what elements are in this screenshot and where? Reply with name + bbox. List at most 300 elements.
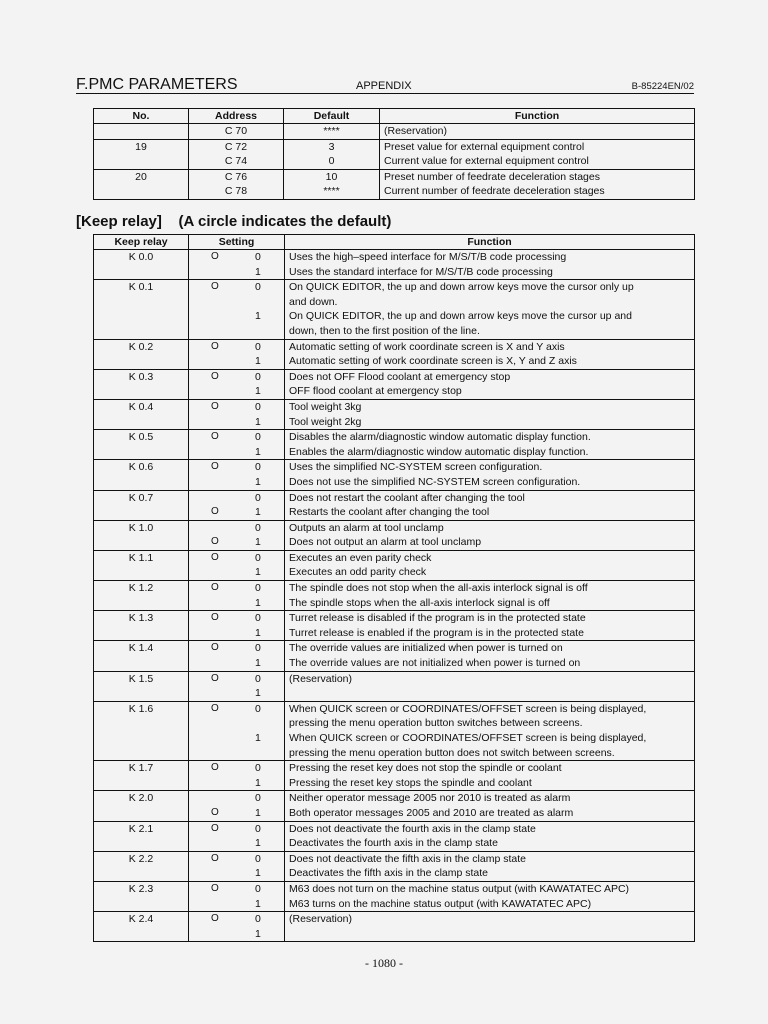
keep-relay-setting <box>189 415 285 430</box>
keep-relay-setting <box>189 656 285 671</box>
default-circle-icon: O <box>211 582 219 594</box>
counter-no: 19 <box>94 139 189 154</box>
counter-table-header <box>94 109 695 124</box>
keep-relay-name: K 0.0 <box>94 250 189 265</box>
setting-value: 1 <box>255 596 261 609</box>
setting-value: 1 <box>255 265 261 278</box>
keep-relay-row <box>94 384 695 399</box>
setting-cell <box>189 852 284 867</box>
counter-row <box>94 154 695 169</box>
function-line: Uses the high–speed interface for M/S/T/B code processing <box>289 251 567 263</box>
keep-relay-setting <box>189 430 285 445</box>
keep-relay-function <box>285 415 695 430</box>
counter-row <box>94 169 695 184</box>
keep-relay-name <box>94 927 189 942</box>
keep-relay-function <box>285 520 695 535</box>
keep-relay-setting <box>189 912 285 927</box>
keep-relay-name: K 2.1 <box>94 821 189 836</box>
function-line-empty <box>289 927 692 942</box>
default-circle-icon: O <box>211 400 219 412</box>
keep-relay-name <box>94 565 189 580</box>
column-header-default: Default <box>284 109 380 124</box>
setting-value: 1 <box>255 355 261 368</box>
setting-value: 0 <box>255 461 261 474</box>
setting-value: 1 <box>255 687 261 700</box>
keep-relay-function <box>285 250 695 265</box>
keep-relay-function <box>285 445 695 460</box>
keep-relay-function <box>285 399 695 414</box>
keep-relay-table-body <box>94 250 695 942</box>
keep-relay-setting <box>189 866 285 881</box>
function-line: Pressing the reset key does not stop the spindle or coolant <box>289 762 562 775</box>
setting-cell <box>189 475 284 490</box>
function-line: The spindle stops when the all-axis interlock signal is off <box>289 596 550 609</box>
setting-value: 1 <box>255 867 261 880</box>
counter-parameter-table <box>93 108 695 200</box>
setting-value: 0 <box>255 340 261 353</box>
keep-relay-function <box>285 280 695 310</box>
setting-value: 0 <box>255 822 261 835</box>
setting-cell <box>189 491 284 506</box>
keep-relay-row <box>94 701 695 731</box>
keep-relay-function <box>285 881 695 896</box>
setting-value: 0 <box>255 642 261 655</box>
counter-function: Preset value for external equipment control <box>380 139 695 154</box>
keep-relay-row <box>94 460 695 475</box>
keep-relay-row <box>94 265 695 280</box>
function-line: OFF flood coolant at emergency stop <box>289 385 462 398</box>
keep-relay-setting <box>189 641 285 656</box>
column-header-setting: Setting <box>189 235 285 250</box>
header-rule <box>76 93 694 94</box>
setting-cell <box>189 430 284 445</box>
setting-cell <box>189 505 284 520</box>
setting-cell <box>189 400 284 415</box>
setting-cell <box>189 581 284 596</box>
counter-default: **** <box>284 124 380 140</box>
default-circle-icon: O <box>211 251 219 262</box>
counter-function: (Reservation) <box>380 124 695 140</box>
function-line: Executes an even parity check <box>289 551 432 564</box>
keep-relay-name <box>94 535 189 550</box>
default-circle-icon: O <box>211 672 219 684</box>
setting-value: 0 <box>255 913 261 926</box>
keep-relay-subtitle: (A circle indicates the default) <box>178 213 392 230</box>
function-line: Does not OFF Flood coolant at emergency stop <box>289 370 511 383</box>
keep-relay-row <box>94 415 695 430</box>
keep-relay-name <box>94 776 189 791</box>
counter-address: C 72 <box>189 139 284 154</box>
keep-relay-setting <box>189 399 285 414</box>
default-circle-icon: O <box>211 913 219 925</box>
keep-relay-row <box>94 550 695 565</box>
keep-relay-function <box>285 369 695 384</box>
keep-relay-setting <box>189 354 285 369</box>
keep-relay-row <box>94 596 695 611</box>
setting-value: 0 <box>255 702 261 715</box>
setting-value: 0 <box>255 251 261 263</box>
counter-address: C 78 <box>189 184 284 199</box>
keep-relay-function <box>285 265 695 280</box>
keep-relay-function <box>285 384 695 399</box>
setting-value: 0 <box>255 762 261 775</box>
function-line: Uses the standard interface for M/S/T/B code processing <box>289 265 553 278</box>
counter-no <box>94 124 189 140</box>
setting-cell <box>189 384 284 399</box>
keep-relay-name: K 2.3 <box>94 881 189 896</box>
column-header-no: No. <box>94 109 189 124</box>
setting-value: 1 <box>255 806 261 819</box>
keep-relay-function <box>285 701 695 731</box>
keep-relay-function <box>285 836 695 851</box>
column-header-keep-relay: Keep relay <box>94 235 189 250</box>
keep-relay-setting <box>189 280 285 310</box>
keep-relay-name <box>94 475 189 490</box>
default-circle-icon: O <box>211 642 219 654</box>
keep-relay-setting <box>189 369 285 384</box>
keep-relay-heading <box>76 213 391 230</box>
keep-relay-table-header <box>94 235 695 250</box>
function-line: M63 does not turn on the machine status output (with KAWATATEC APC) <box>289 882 630 895</box>
function-line: On QUICK EDITOR, the up and down arrow keys move the cursor only up <box>289 281 634 294</box>
keep-relay-setting <box>189 821 285 836</box>
setting-value: 0 <box>255 792 261 805</box>
function-line: Uses the simplified NC-SYSTEM screen configuration. <box>289 461 543 474</box>
setting-cell <box>189 836 284 851</box>
setting-cell <box>189 806 284 821</box>
setting-value: 1 <box>255 415 261 428</box>
keep-relay-row <box>94 475 695 490</box>
keep-relay-function <box>285 897 695 912</box>
setting-cell <box>189 731 284 746</box>
keep-relay-name <box>94 806 189 821</box>
setting-cell <box>189 866 284 881</box>
keep-relay-row <box>94 686 695 701</box>
keep-relay-row <box>94 656 695 671</box>
function-line: When QUICK screen or COORDINATES/OFFSET screen is being displayed, <box>289 732 647 744</box>
function-line: Automatic setting of work coordinate screen is X and Y axis <box>289 340 565 353</box>
keep-relay-row <box>94 806 695 821</box>
keep-relay-setting <box>189 897 285 912</box>
keep-relay-setting <box>189 851 285 866</box>
keep-relay-setting <box>189 265 285 280</box>
setting-value: 1 <box>255 566 261 579</box>
keep-relay-row <box>94 430 695 445</box>
column-header-function: Function <box>285 235 695 250</box>
page-number: - 1080 - <box>365 956 403 970</box>
keep-relay-function <box>285 550 695 565</box>
function-line: Does not output an alarm at tool unclamp <box>289 536 482 549</box>
keep-relay-function <box>285 430 695 445</box>
setting-cell <box>189 882 284 897</box>
keep-relay-setting <box>189 535 285 550</box>
counter-row <box>94 124 695 140</box>
counter-address: C 74 <box>189 154 284 169</box>
keep-relay-setting <box>189 671 285 686</box>
function-line: When QUICK screen or COORDINATES/OFFSET screen is being displayed, <box>289 702 647 715</box>
keep-relay-setting <box>189 686 285 701</box>
column-header-function: Function <box>380 109 695 124</box>
setting-cell <box>189 521 284 536</box>
counter-no <box>94 184 189 199</box>
setting-value: 0 <box>255 551 261 564</box>
keep-relay-row <box>94 851 695 866</box>
setting-value: 1 <box>255 310 261 323</box>
keep-relay-name <box>94 415 189 430</box>
setting-value: 0 <box>255 612 261 625</box>
keep-relay-row <box>94 309 695 339</box>
counter-function: Current number of feedrate deceleration stages <box>380 184 695 199</box>
keep-relay-function <box>285 866 695 881</box>
keep-relay-name: K 0.2 <box>94 339 189 354</box>
function-line: Outputs an alarm at tool unclamp <box>289 521 444 534</box>
counter-address: C 76 <box>189 169 284 184</box>
keep-relay-name <box>94 686 189 701</box>
function-line: Deactivates the fourth axis in the clamp state <box>289 837 498 850</box>
keep-relay-function <box>285 656 695 671</box>
counter-table-body <box>94 124 695 200</box>
setting-cell <box>189 565 284 580</box>
keep-relay-row <box>94 565 695 580</box>
function-line: Deactivates the fifth axis in the clamp state <box>289 867 489 880</box>
keep-relay-setting <box>189 806 285 821</box>
keep-relay-name: K 1.1 <box>94 550 189 565</box>
default-circle-icon: O <box>211 762 219 774</box>
keep-relay-function <box>285 641 695 656</box>
keep-relay-row <box>94 626 695 641</box>
setting-cell <box>189 672 284 687</box>
function-line: On QUICK EDITOR, the up and down arrow keys move the cursor up and <box>289 310 632 323</box>
keep-relay-name <box>94 445 189 460</box>
keep-relay-setting <box>189 445 285 460</box>
keep-relay-row <box>94 866 695 881</box>
setting-cell <box>189 265 284 280</box>
setting-cell <box>189 912 284 927</box>
keep-relay-name <box>94 866 189 881</box>
default-circle-icon: O <box>211 822 219 834</box>
keep-relay-function <box>285 354 695 369</box>
keep-relay-name <box>94 384 189 399</box>
setting-cell <box>189 535 284 550</box>
function-line: Does not restart the coolant after changing the tool <box>289 491 525 504</box>
setting-value: 0 <box>255 852 261 865</box>
function-line: pressing the menu operation button switches between screens. <box>289 717 583 730</box>
keep-relay-name <box>94 897 189 912</box>
keep-relay-row <box>94 339 695 354</box>
function-line: and down. <box>289 295 338 308</box>
setting-cell <box>189 460 284 475</box>
setting-cell <box>189 776 284 791</box>
keep-relay-function <box>285 806 695 821</box>
setting-value: 0 <box>255 521 261 534</box>
default-circle-icon: O <box>211 370 219 382</box>
keep-relay-function <box>285 581 695 596</box>
keep-relay-setting <box>189 701 285 731</box>
function-line: (Reservation) <box>289 913 353 926</box>
keep-relay-name: K 0.1 <box>94 280 189 310</box>
keep-relay-row <box>94 581 695 596</box>
keep-relay-name: K 1.5 <box>94 671 189 686</box>
function-line: Does not use the simplified NC-SYSTEM screen configuration. <box>289 475 581 488</box>
keep-relay-setting <box>189 460 285 475</box>
setting-value: 1 <box>255 536 261 549</box>
keep-relay-row <box>94 912 695 927</box>
keep-relay-function <box>285 927 695 942</box>
keep-relay-setting <box>189 520 285 535</box>
keep-relay-row <box>94 791 695 806</box>
keep-relay-name <box>94 505 189 520</box>
keep-relay-name: K 1.2 <box>94 581 189 596</box>
keep-relay-title: [Keep relay] <box>76 213 162 230</box>
keep-relay-name: K 2.0 <box>94 791 189 806</box>
setting-cell <box>189 354 284 369</box>
setting-value: 1 <box>255 657 261 670</box>
keep-relay-name: K 2.2 <box>94 851 189 866</box>
default-circle-icon: O <box>211 551 219 563</box>
keep-relay-setting <box>189 475 285 490</box>
keep-relay-row <box>94 490 695 505</box>
function-line: (Reservation) <box>289 672 353 685</box>
keep-relay-function <box>285 912 695 927</box>
setting-cell <box>189 626 284 641</box>
function-line: Restarts the coolant after changing the tool <box>289 506 490 519</box>
keep-relay-row <box>94 641 695 656</box>
keep-relay-function <box>285 505 695 520</box>
setting-cell <box>189 761 284 776</box>
default-circle-icon: O <box>211 702 219 714</box>
counter-row <box>94 184 695 199</box>
keep-relay-function <box>285 626 695 641</box>
keep-relay-setting <box>189 581 285 596</box>
keep-relay-function <box>285 490 695 505</box>
keep-relay-setting <box>189 505 285 520</box>
default-circle-icon: O <box>211 882 219 894</box>
keep-relay-row <box>94 927 695 942</box>
keep-relay-function <box>285 761 695 776</box>
counter-default: **** <box>284 184 380 199</box>
keep-relay-name: K 2.4 <box>94 912 189 927</box>
keep-relay-name: K 0.3 <box>94 369 189 384</box>
setting-cell <box>189 250 284 265</box>
keep-relay-setting <box>189 611 285 626</box>
keep-relay-setting <box>189 836 285 851</box>
keep-relay-setting <box>189 309 285 339</box>
function-line: The override values are not initialized when power is turned on <box>289 657 581 670</box>
setting-cell <box>189 791 284 806</box>
function-line: down, then to the first position of the line. <box>289 324 480 337</box>
setting-value: 1 <box>255 506 261 519</box>
default-circle-icon: O <box>211 340 219 352</box>
keep-relay-setting <box>189 490 285 505</box>
keep-relay-name: K 0.6 <box>94 460 189 475</box>
keep-relay-table <box>93 234 695 942</box>
keep-relay-row <box>94 505 695 520</box>
setting-cell <box>189 596 284 611</box>
function-line: The override values are initialized when power is turned on <box>289 642 563 655</box>
keep-relay-setting <box>189 731 285 761</box>
counter-default: 3 <box>284 139 380 154</box>
setting-value: 0 <box>255 582 261 595</box>
setting-value: 0 <box>255 431 261 444</box>
keep-relay-name <box>94 265 189 280</box>
default-circle-icon: O <box>211 281 219 293</box>
function-line: Both operator messages 2005 and 2010 are treated as alarm <box>289 806 574 819</box>
function-line: Tool weight 2kg <box>289 415 362 428</box>
keep-relay-function <box>285 460 695 475</box>
keep-relay-function <box>285 535 695 550</box>
setting-value: 0 <box>255 370 261 383</box>
keep-relay-function <box>285 851 695 866</box>
keep-relay-function <box>285 671 695 686</box>
keep-relay-function <box>285 821 695 836</box>
keep-relay-name: K 1.6 <box>94 701 189 731</box>
keep-relay-row <box>94 445 695 460</box>
setting-value: 1 <box>255 776 261 789</box>
keep-relay-row <box>94 535 695 550</box>
setting-value: 1 <box>255 445 261 458</box>
keep-relay-setting <box>189 596 285 611</box>
setting-value: 1 <box>255 927 261 940</box>
counter-no <box>94 154 189 169</box>
default-circle-icon: O <box>211 461 219 473</box>
function-line: The spindle does not stop when the all-axis interlock signal is off <box>289 582 588 595</box>
counter-address: C 70 <box>189 124 284 140</box>
keep-relay-setting <box>189 791 285 806</box>
keep-relay-name <box>94 731 189 761</box>
keep-relay-name <box>94 626 189 641</box>
function-line: pressing the menu operation button does not switch between screens. <box>289 746 615 759</box>
keep-relay-name: K 1.4 <box>94 641 189 656</box>
keep-relay-setting <box>189 776 285 791</box>
keep-relay-row <box>94 354 695 369</box>
function-line: Does not deactivate the fifth axis in the clamp state <box>289 852 526 865</box>
function-line: Turret release is enabled if the program is in the protected state <box>289 626 584 639</box>
column-header-address: Address <box>189 109 284 124</box>
keep-relay-name: K 0.4 <box>94 399 189 414</box>
page-header <box>76 76 694 94</box>
function-line: M63 turns on the machine status output (with KAWATATEC APC) <box>289 897 592 910</box>
keep-relay-function <box>285 686 695 701</box>
default-circle-icon: O <box>211 431 219 443</box>
setting-cell <box>189 370 284 385</box>
keep-relay-setting <box>189 384 285 399</box>
counter-row <box>94 139 695 154</box>
function-line: Does not deactivate the fourth axis in the clamp state <box>289 822 536 835</box>
keep-relay-name <box>94 836 189 851</box>
keep-relay-setting <box>189 761 285 776</box>
setting-cell <box>189 309 284 324</box>
keep-relay-setting <box>189 250 285 265</box>
setting-value: 0 <box>255 491 261 504</box>
keep-relay-setting <box>189 626 285 641</box>
setting-cell <box>189 656 284 671</box>
keep-relay-name: K 1.3 <box>94 611 189 626</box>
setting-cell <box>189 340 284 355</box>
section-title: F.PMC PARAMETERS <box>76 76 238 93</box>
keep-relay-name <box>94 309 189 339</box>
keep-relay-row <box>94 399 695 414</box>
keep-relay-function <box>285 731 695 761</box>
counter-no: 20 <box>94 169 189 184</box>
keep-relay-function <box>285 596 695 611</box>
function-line: Executes an odd parity check <box>289 566 427 579</box>
setting-cell <box>189 897 284 912</box>
setting-value: 1 <box>255 626 261 639</box>
function-line: Disables the alarm/diagnostic window automatic display function. <box>289 431 591 444</box>
default-circle-icon: O <box>211 536 219 548</box>
keep-relay-row <box>94 280 695 310</box>
setting-value: 1 <box>255 732 261 744</box>
